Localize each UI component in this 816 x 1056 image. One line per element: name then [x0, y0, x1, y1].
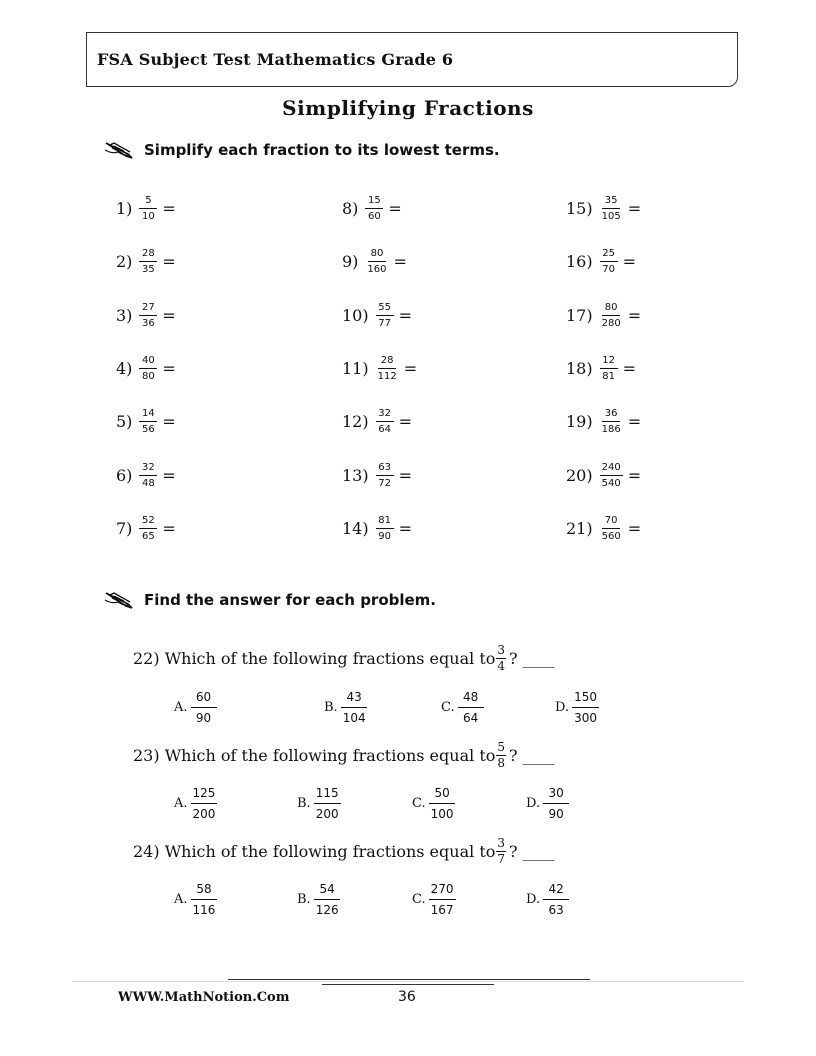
denominator: 64: [462, 710, 479, 725]
equals-sign: =: [627, 198, 642, 218]
numerator: 5: [139, 195, 157, 209]
problem-item: [566, 190, 641, 226]
answer-option: [441, 688, 484, 726]
problem-item: [566, 350, 636, 386]
problem-item: [116, 457, 176, 493]
fraction: [376, 462, 394, 489]
denominator: 36: [142, 317, 155, 329]
answer-option: [174, 784, 217, 822]
denominator: 7: [497, 851, 506, 866]
numerator: 80: [602, 302, 620, 316]
equals-sign: =: [393, 251, 407, 271]
equals-sign: =: [162, 411, 176, 431]
problem-number: 19): [566, 411, 593, 431]
denominator: 8: [497, 755, 506, 770]
denominator: 10: [142, 210, 155, 222]
denominator: 280: [601, 317, 621, 329]
option-letter: B.: [324, 699, 338, 715]
target-fraction: [496, 741, 506, 770]
problem-number: 12): [342, 411, 369, 431]
denominator: 167: [430, 902, 454, 917]
answer-option: [324, 688, 368, 726]
numerator: 48: [458, 690, 484, 708]
fraction: [376, 302, 394, 329]
option-letter: C.: [412, 891, 426, 907]
equals-sign: =: [403, 358, 418, 378]
option-fraction: [543, 882, 569, 917]
numerator: 3: [497, 642, 506, 657]
instruction-text: Find the answer for each problem.: [144, 591, 437, 609]
equals-sign: =: [622, 358, 637, 378]
problem-number: 17): [566, 305, 593, 325]
numerator: 125: [191, 786, 218, 804]
denominator: 112: [377, 370, 397, 382]
footer-divider: [72, 981, 744, 982]
option-fraction: [429, 882, 456, 917]
option-fraction: [341, 690, 368, 725]
problem-item: [116, 190, 176, 226]
denominator: 65: [142, 530, 155, 542]
page-number: 36: [398, 989, 416, 1005]
equals-sign: =: [162, 305, 176, 325]
problem-item: [342, 190, 402, 226]
equals-sign: =: [622, 251, 637, 271]
answer-option: [297, 880, 341, 918]
denominator: 186: [601, 423, 621, 435]
problem-item: [342, 403, 412, 439]
denominator: 160: [367, 263, 387, 275]
fraction: [600, 515, 623, 542]
option-fraction: [191, 786, 218, 821]
fraction: [600, 195, 623, 222]
numerator: 70: [602, 515, 620, 529]
option-fraction: [572, 690, 599, 725]
equals-sign: =: [388, 198, 402, 218]
fraction: [365, 195, 383, 222]
problem-number: 15): [566, 198, 593, 218]
numerator: 15: [365, 195, 383, 209]
denominator: 64: [378, 423, 391, 435]
question-text: [133, 735, 555, 775]
question-prefix: 23) Which of the following fractions equal to: [133, 745, 496, 765]
question-text: [133, 831, 555, 871]
problem-number: 16): [566, 251, 593, 271]
fraction: [139, 355, 157, 382]
problem-item: [116, 403, 176, 439]
numerator: 50: [429, 786, 455, 804]
numerator: 27: [139, 302, 157, 316]
equals-sign: =: [627, 465, 642, 485]
equals-sign: =: [162, 518, 176, 538]
option-letter: C.: [441, 699, 455, 715]
problem-item: [566, 297, 641, 333]
denominator: 70: [602, 263, 615, 275]
denominator: 77: [378, 317, 391, 329]
equals-sign: =: [398, 305, 413, 325]
numerator: 32: [139, 462, 157, 476]
target-fraction: [496, 837, 506, 866]
fraction: [139, 248, 157, 275]
numerator: 115: [314, 786, 341, 804]
option-letter: B.: [297, 891, 311, 907]
answer-option: [412, 784, 456, 822]
instruction-simplify: [104, 140, 500, 160]
equals-sign: =: [162, 358, 176, 378]
fraction: [139, 302, 157, 329]
numerator: 52: [139, 515, 157, 529]
denominator: 80: [142, 370, 155, 382]
numerator: 81: [376, 515, 394, 529]
fraction: [376, 515, 394, 542]
answer-blank: ? ____: [509, 745, 555, 765]
page-title: Simplifying Fractions: [282, 96, 534, 120]
option-letter: B.: [297, 795, 311, 811]
equals-sign: =: [162, 251, 176, 271]
problem-item: [116, 350, 176, 386]
option-letter: D.: [526, 795, 541, 811]
problem-item: [566, 510, 641, 546]
fraction: [139, 195, 157, 222]
denominator: 90: [548, 806, 564, 821]
problem-item: [116, 297, 176, 333]
problem-number: 11): [342, 358, 369, 378]
denominator: 200: [315, 806, 339, 821]
numerator: 5: [497, 739, 506, 754]
problem-number: 14): [342, 518, 369, 538]
problem-number: 2): [116, 251, 133, 271]
problem-number: 20): [566, 465, 593, 485]
answer-option: [174, 688, 217, 726]
footer-rule: [322, 984, 494, 985]
numerator: 14: [139, 408, 157, 422]
question-prefix: 22) Which of the following fractions equal to: [133, 648, 496, 668]
numerator: 80: [368, 248, 386, 262]
denominator: 116: [192, 902, 216, 917]
denominator: 105: [601, 210, 621, 222]
numerator: 270: [429, 882, 456, 900]
answer-option: [297, 784, 341, 822]
numerator: 55: [376, 302, 394, 316]
denominator: 300: [574, 710, 597, 725]
option-letter: D.: [526, 891, 541, 907]
problem-item: [342, 457, 412, 493]
problem-number: 18): [566, 358, 593, 378]
problem-number: 1): [116, 198, 133, 218]
option-letter: A.: [174, 891, 188, 907]
problem-item: [116, 243, 176, 279]
option-fraction: [429, 786, 456, 821]
problem-item: [342, 350, 417, 386]
option-fraction: [314, 786, 341, 821]
denominator: 90: [195, 710, 212, 725]
fraction: [139, 462, 157, 489]
numerator: 12: [600, 355, 618, 369]
denominator: 90: [378, 530, 391, 542]
answer-option: [526, 784, 569, 822]
fraction: [376, 355, 399, 382]
fraction: [139, 408, 157, 435]
numerator: 3: [497, 835, 506, 850]
answer-option: [526, 880, 569, 918]
equals-sign: =: [398, 518, 413, 538]
equals-sign: =: [162, 465, 176, 485]
problem-number: 9): [342, 251, 359, 271]
problem-item: [566, 457, 641, 493]
answer-option: [174, 880, 217, 918]
equals-sign: =: [162, 198, 176, 218]
denominator: 56: [142, 423, 155, 435]
numerator: 35: [602, 195, 620, 209]
numerator: 30: [543, 786, 569, 804]
option-letter: A.: [174, 699, 188, 715]
numerator: 25: [600, 248, 618, 262]
answer-option: [555, 688, 599, 726]
problem-item: [566, 403, 641, 439]
denominator: 104: [342, 710, 366, 725]
problem-number: 5): [116, 411, 133, 431]
question-text: [133, 638, 555, 678]
denominator: 126: [315, 902, 339, 917]
problem-number: 13): [342, 465, 369, 485]
denominator: 63: [548, 902, 564, 917]
problem-number: 7): [116, 518, 133, 538]
fraction: [600, 248, 618, 275]
equals-sign: =: [627, 305, 642, 325]
option-fraction: [191, 882, 218, 917]
equals-sign: =: [627, 411, 642, 431]
fraction: [600, 408, 623, 435]
problem-item: [342, 510, 412, 546]
numerator: 150: [572, 690, 599, 708]
fraction: [365, 248, 388, 275]
denominator: 200: [192, 806, 216, 821]
question-prefix: 24) Which of the following fractions equal to: [133, 841, 496, 861]
denominator: 35: [142, 263, 155, 275]
answer-blank: ? ____: [509, 841, 555, 861]
footer-site: WWW.MathNotion.Com: [118, 990, 290, 1005]
instruction-text: Simplify each fraction to its lowest terms.: [144, 141, 500, 159]
equals-sign: =: [398, 411, 413, 431]
option-fraction: [191, 690, 217, 725]
numerator: 28: [378, 355, 396, 369]
fraction: [600, 462, 623, 489]
header-box: [86, 32, 738, 87]
numerator: 43: [341, 690, 367, 708]
instruction-find: [104, 590, 436, 610]
numerator: 58: [191, 882, 217, 900]
numerator: 32: [376, 408, 394, 422]
option-letter: D.: [555, 699, 570, 715]
fraction: [600, 302, 623, 329]
fraction: [139, 515, 157, 542]
answer-option: [412, 880, 456, 918]
numerator: 54: [314, 882, 340, 900]
denominator: 60: [368, 210, 381, 222]
numerator: 63: [376, 462, 394, 476]
equals-sign: =: [627, 518, 642, 538]
denominator: 560: [601, 530, 621, 542]
problem-number: 6): [116, 465, 133, 485]
problem-number: 21): [566, 518, 593, 538]
pencil-icon: [104, 590, 136, 610]
option-letter: A.: [174, 795, 188, 811]
problem-number: 3): [116, 305, 133, 325]
denominator: 4: [497, 658, 506, 673]
denominator: 81: [602, 370, 615, 382]
option-fraction: [314, 882, 341, 917]
option-letter: C.: [412, 795, 426, 811]
problem-item: [566, 243, 636, 279]
answer-blank: ? ____: [509, 648, 555, 668]
denominator: 72: [378, 477, 391, 489]
footer-rule: [228, 979, 590, 980]
header-title: FSA Subject Test Mathematics Grade 6: [97, 50, 454, 69]
option-fraction: [543, 786, 569, 821]
option-fraction: [458, 690, 484, 725]
problem-item: [342, 243, 407, 279]
numerator: 240: [600, 462, 623, 476]
problem-number: 8): [342, 198, 359, 218]
equals-sign: =: [398, 465, 413, 485]
numerator: 36: [602, 408, 620, 422]
denominator: 540: [601, 477, 621, 489]
problem-number: 10): [342, 305, 369, 325]
numerator: 28: [139, 248, 157, 262]
numerator: 60: [191, 690, 217, 708]
target-fraction: [496, 644, 506, 673]
problem-number: 4): [116, 358, 133, 378]
problem-item: [116, 510, 176, 546]
numerator: 42: [543, 882, 569, 900]
numerator: 40: [139, 355, 157, 369]
denominator: 100: [430, 806, 454, 821]
fraction: [376, 408, 394, 435]
fraction: [600, 355, 618, 382]
pencil-icon: [104, 140, 136, 160]
denominator: 48: [142, 477, 155, 489]
problem-item: [342, 297, 412, 333]
